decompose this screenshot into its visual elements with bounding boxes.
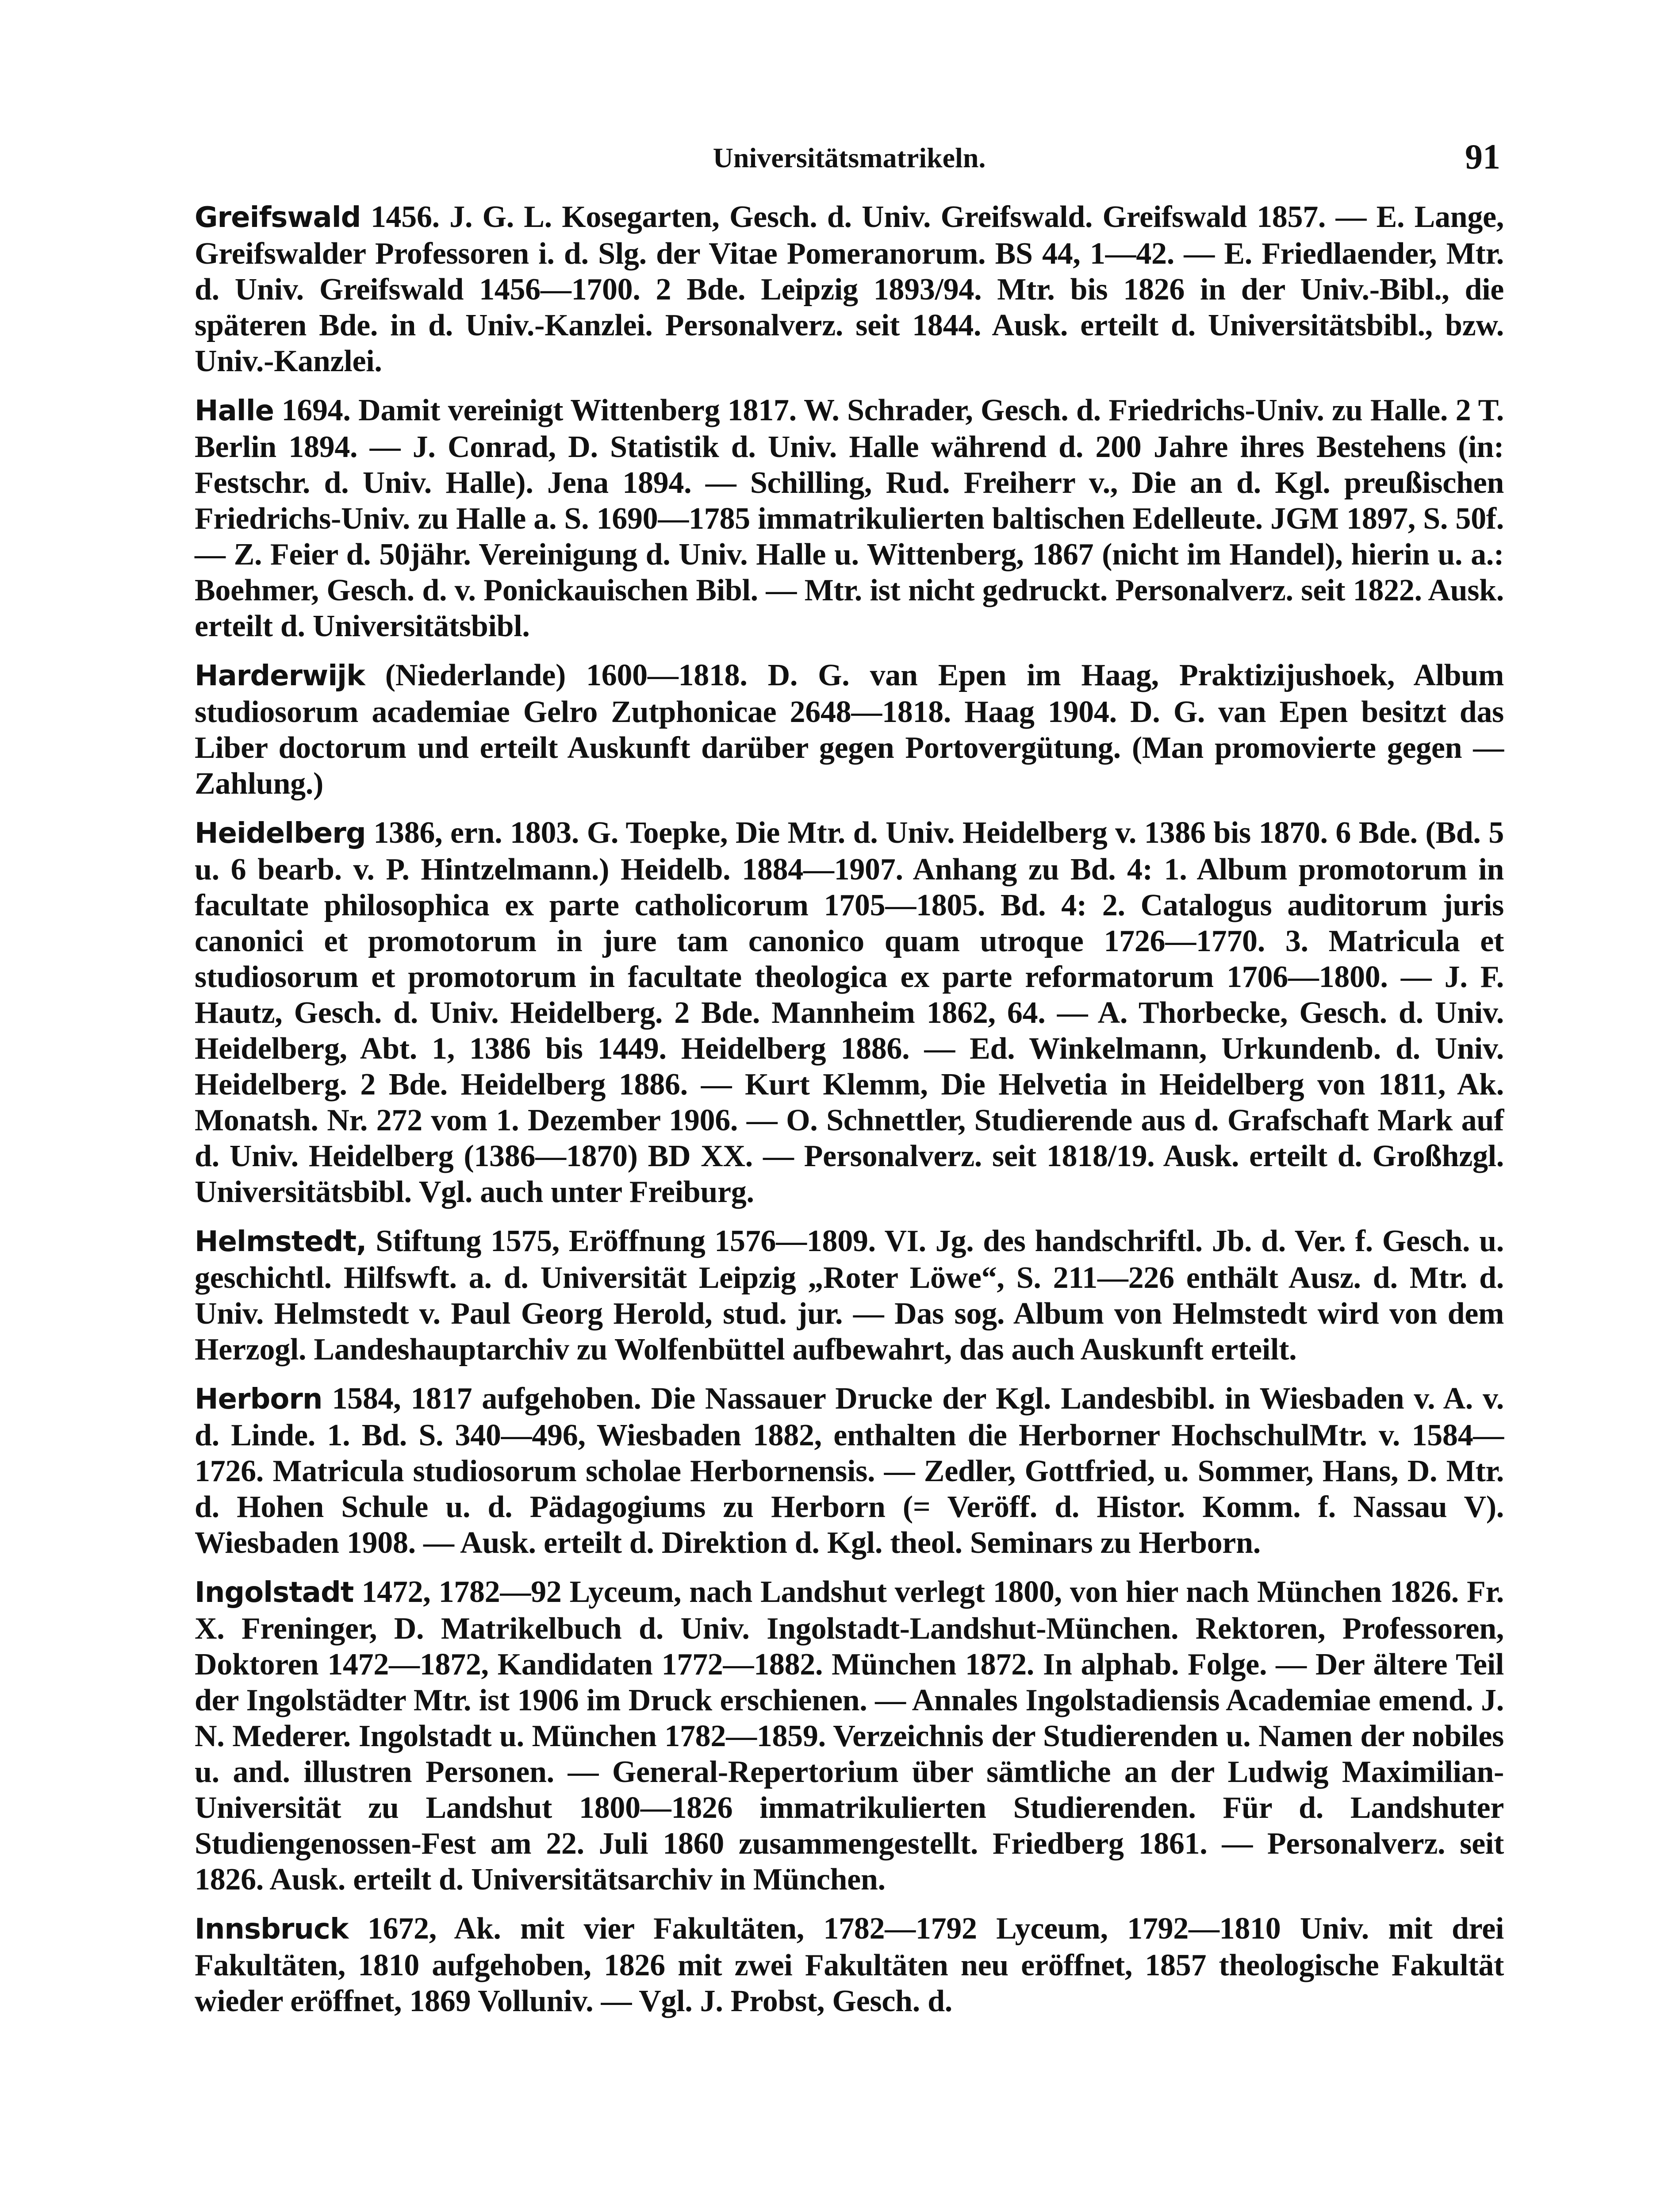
book-page [195, 133, 1504, 2032]
entry-place: Ingolstadt [195, 1576, 354, 1609]
running-title: Universitätsmatrikeln. [713, 142, 986, 173]
entry-ingolstadt [195, 1574, 1504, 1897]
entry-place: Herborn [195, 1383, 322, 1416]
entry-text: 1472, 1782—92 Lyceum, nach Landshut verlegt 1800, von hier nach München 1826. Fr. X. Freninger, D. Matrikelbuch d. Univ. Ingolstadt-Landshut-München. Rektoren, Professoren, Doktoren 1472—1872, Kandidaten 1772—1882. München 1872. In alphab. Folge. — Der ältere Teil der Ingolstädter Mtr. ist 1906 im Druck erschienen. — Annales Ingolstadiensis Academiae emend. J. N. Mederer. Ingolstadt u. München 1782—1859. Verzeichnis der Studierenden u. Namen der nobiles u. and. illustren Personen. — General-Repertorium über sämtliche an der Ludwig Maximilian-Universität zu Landshut 1800—1826 immatrikulierten Studierenden. Für d. Landshuter Studiengenossen-Fest am 22. Juli 1860 zusammengestellt. Friedberg 1861. — Personalverz. seit 1826. Ausk. erteilt d. Universitätsarchiv in München. [195, 1575, 1504, 1897]
entry-text: (Niederlande) 1600—1818. D. G. van Epen im Haag, Praktizijushoek, Album studiosorum academiae Gelro Zutphonicae 2648—1818. Haag 1904. D. G. van Epen besitzt das Liber doctorum und erteilt Auskunft darüber gegen Portovergütung. (Man promovierte gegen — Zahlung.) [195, 658, 1504, 801]
entry-text: 1694. Damit vereinigt Wittenberg 1817. W. Schrader, Gesch. d. Friedrichs-Univ. zu Halle. 2 T. Berlin 1894. — J. Conrad, D. Statistik d. Univ. Halle während d. 200 Jahre ihres Bestehens (in: Festschr. d. Univ. Halle). Jena 1894. — Schilling, Rud. Freiherr v., Die an d. Kgl. preußischen Friedrichs-Univ. zu Halle a. S. 1690—1785 immatrikulierten baltischen Edelleute. JGM 1897, S. 50f. — Z. Feier d. 50jähr. Vereinigung d. Univ. Halle u. Wittenberg, 1867 (nicht im Handel), hierin u. a.: Boehmer, Gesch. d. v. Ponickauischen Bibl. — Mtr. ist nicht gedruckt. Personalverz. seit 1822. Ausk. erteilt d. Universitätsbibl. [195, 393, 1504, 643]
entry-helmstedt [195, 1223, 1504, 1367]
entry-place: Innsbruck [195, 1913, 349, 1946]
entry-herborn [195, 1381, 1504, 1561]
entry-place: Halle [195, 395, 274, 427]
entry-place: Heidelberg [195, 817, 366, 850]
entry-greifswald [195, 199, 1504, 379]
entry-text: 1584, 1817 aufgehoben. Die Nassauer Drucke der Kgl. Landesbibl. in Wiesbaden v. A. v. d. Linde. 1. Bd. S. 340—496, Wiesbaden 1882, enthalten die Herborner HochschulMtr. v. 1584—1726. Matricula studiosorum scholae Herbornensis. — Zedler, Gottfried, u. Sommer, Hans, D. Mtr. d. Hohen Schule u. d. Pädagogiums zu Herborn (= Veröff. d. Histor. Komm. f. Nassau V). Wiesbaden 1908. — Ausk. erteilt d. Direktion d. Kgl. theol. Seminars zu Herborn. [195, 1382, 1504, 1560]
entry-text: 1456. J. G. L. Kosegarten, Gesch. d. Univ. Greifswald. Greifswald 1857. — E. Lange, Greifswalder Professoren i. d. Slg. der Vitae Pomeranorum. BS 44, 1—42. — E. Friedlaender, Mtr. d. Univ. Greifswald 1456—1700. 2 Bde. Leipzig 1893/94. Mtr. bis 1826 in der Univ.-Bibl., die späteren Bde. in d. Univ.-Kanzlei. Personalverz. seit 1844. Ausk. erteilt d. Universitätsbibl., bzw. Univ.-Kanzlei. [195, 200, 1504, 378]
entry-place: Helmstedt, [195, 1225, 367, 1258]
entry-text: 1672, Ak. mit vier Fakultäten, 1782—1792 Lyceum, 1792—1810 Univ. mit drei Fakultäten, 1810 aufgehoben, 1826 mit zwei Fakultäten neu eröffnet, 1857 theologische Fakultät wieder eröffnet, 1869 Volluniv. — Vgl. J. Probst, Gesch. d. [195, 1912, 1504, 2018]
entry-heidelberg [195, 815, 1504, 1210]
entry-harderwijk [195, 657, 1504, 802]
entry-text: 1386, ern. 1803. G. Toepke, Die Mtr. d. Univ. Heidelberg v. 1386 bis 1870. 6 Bde. (Bd. 5 u. 6 bearb. v. P. Hintzelmann.) Heidelb. 1884—1907. Anhang zu Bd. 4: 1. Album promotorum in facultate philosophica ex parte catholicorum 1705—1805. Bd. 4: 2. Catalogus auditorum juris canonici et promotorum in jure tam canonico quam utroque 1726—1770. 3. Matricula et studiosorum et promotorum in facultate theologica ex parte reformatorum 1706—1800. — J. F. Hautz, Gesch. d. Univ. Heidelberg. 2 Bde. Mannheim 1862, 64. — A. Thorbecke, Gesch. d. Univ. Heidelberg, Abt. 1, 1386 bis 1449. Heidelberg 1886. — Ed. Winkelmann, Urkundenb. d. Univ. Heidelberg. 2 Bde. Heidelberg 1886. — Kurt Klemm, Die Helvetia in Heidelberg von 1811, Ak. Monatsh. Nr. 272 vom 1. Dezember 1906. — O. Schnettler, Studierende aus d. Grafschaft Mark auf d. Univ. Heidelberg (1386—1870) BD XX. — Personalverz. seit 1818/19. Ausk. erteilt d. Großhzgl. Universitätsbibl. Vgl. auch unter Freiburg. [195, 816, 1504, 1209]
entry-place: Greifswald [195, 201, 361, 234]
entry-innsbruck [195, 1911, 1504, 2019]
entry-halle [195, 392, 1504, 644]
page-number: 91 [1465, 138, 1500, 177]
entry-text: Stiftung 1575, Eröffnung 1576—1809. VI. Jg. des handschriftl. Jb. d. Ver. f. Gesch. u. geschichtl. Hilfswft. a. d. Universität Leipzig „Roter Löwe“, S. 211—226 enthält Ausz. d. Mtr. d. Univ. Helmstedt v. Paul Georg Herold, stud. jur. — Das sog. Album von Helmstedt wird von dem Herzogl. Landeshauptarchiv zu Wolfenbüttel aufbewahrt, das auch Auskunft erteilt. [195, 1224, 1504, 1367]
running-head [195, 133, 1504, 181]
entry-place: Harderwijk [195, 660, 365, 692]
